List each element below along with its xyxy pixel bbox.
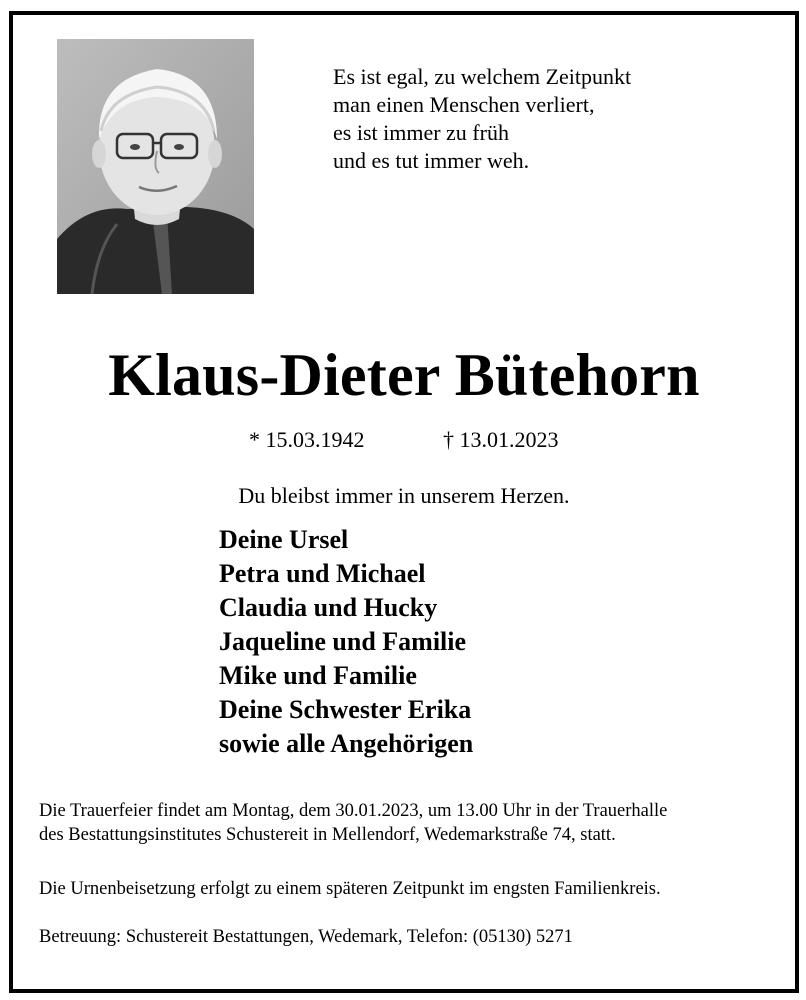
poem-line: Es ist egal, zu welchem Zeitpunkt [333, 64, 632, 89]
mourner-name: Mike und Familie [219, 661, 417, 690]
funeral-info-line: des Bestattungsinstitutes Schustereit in Mellendorf, Wedemarkstraße 74, statt. [39, 825, 616, 845]
deceased-name: Klaus-Dieter Bütehorn [108, 342, 700, 408]
mourner-name: Jaqueline und Familie [219, 627, 467, 656]
funeral-care-note: Betreuung: Schustereit Bestattungen, Wedemark, Telefon: (05130) 5271 [39, 927, 573, 947]
portrait-photo [57, 39, 254, 294]
funeral-info [39, 799, 667, 847]
poem-line: es ist immer zu früh [333, 120, 509, 145]
mourner-name: sowie alle Angehörigen [219, 729, 474, 758]
mourner-name: Deine Schwester Erika [219, 695, 472, 724]
mourners-list [219, 523, 473, 761]
mourner-name: Deine Ursel [219, 525, 349, 554]
birth-date: * 15.03.1942 [249, 427, 365, 452]
mourner-name: Claudia und Hucky [219, 593, 438, 622]
urn-burial-note: Die Urnenbeisetzung erfolgt zu einem späteren Zeitpunkt im engsten Familienkreis. [39, 879, 661, 899]
mourner-name: Petra und Michael [219, 559, 426, 588]
poem-line: man einen Menschen verliert, [333, 92, 595, 117]
poem-line: und es tut immer weh. [333, 148, 530, 173]
memorial-tagline: Du bleibst immer in unserem Herzen. [238, 483, 570, 508]
funeral-info-line: Die Trauerfeier findet am Montag, dem 30.01.2023, um 13.00 Uhr in der Trauerhalle [39, 801, 668, 821]
death-date: † 13.01.2023 [443, 427, 559, 452]
obituary-frame [9, 11, 799, 993]
portrait-illustration [57, 39, 254, 294]
memorial-poem [333, 63, 631, 175]
obituary-content [13, 15, 795, 989]
